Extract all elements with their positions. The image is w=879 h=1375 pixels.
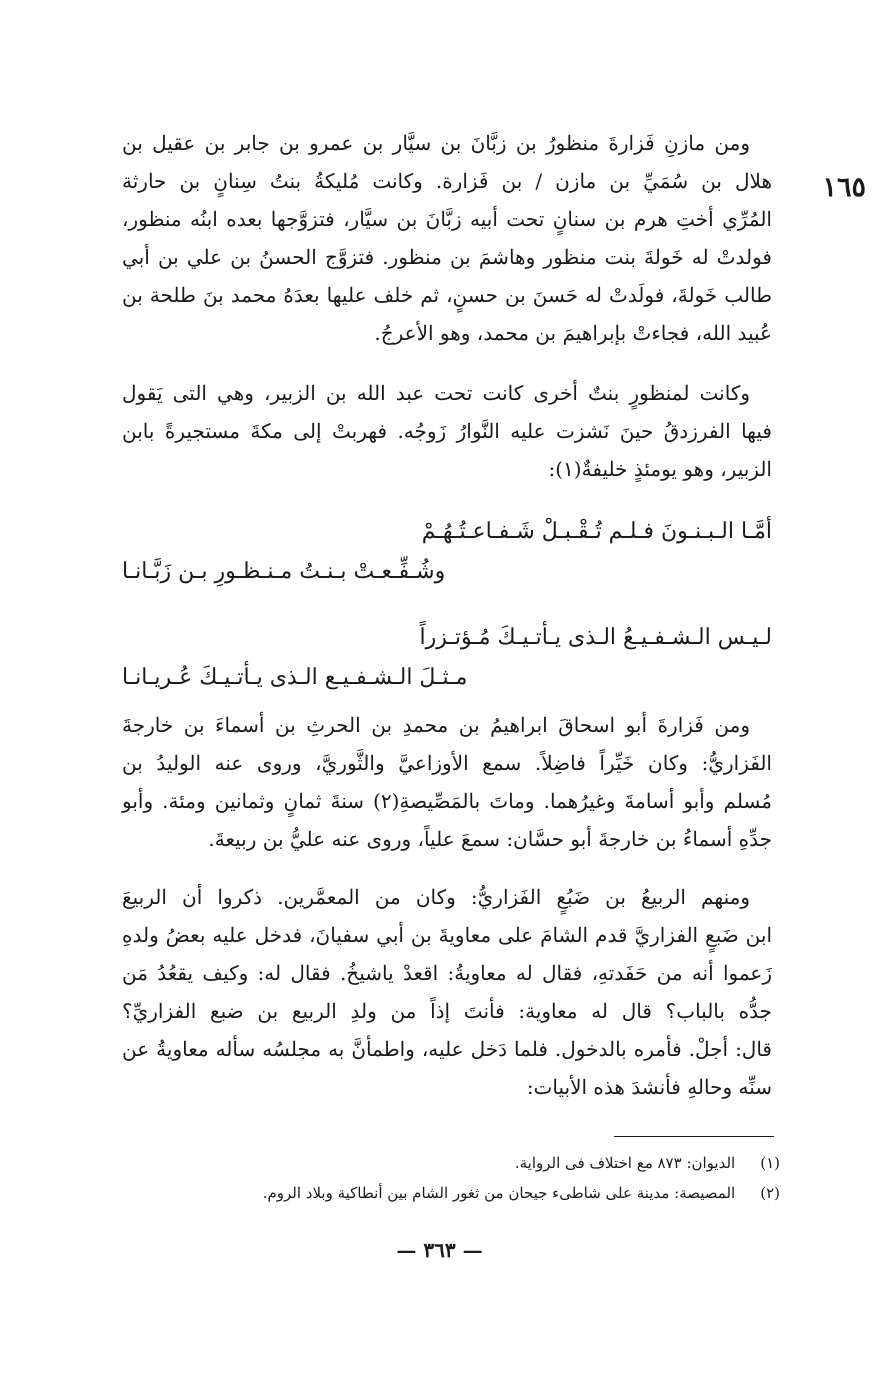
text-line: فيها الفرزدقُ حينَ نَشزت عليه النَّوارُ زَوجُه. فهربتْ إلى مكةَ مستجيرةً بابن [122, 419, 772, 443]
text-line: زَعموا أنه من حَفَدتهِ، فقال له معاويةُ: اقعدْ ياشيخُ. فقال له: وكيف يقعُدُ مَن [122, 961, 772, 985]
text-line: فولدتْ له خَولةَ بنت منظور وهاشمَ بن منظور. فتزوَّج الحسنُ بن علي بن أبي [122, 245, 772, 269]
footnote [180, 1178, 780, 1208]
text-line: ومن مازنِ فَزارةَ منظورُ بن زبَّانَ بن سيَّار بن عمرو بن جابر بن عقيل بن [122, 131, 750, 155]
text-line: وكانت لمنظورٍ بنتٌ أخرى كانت تحت عبد الله بن الزبير، وهي التى يَقول [122, 381, 750, 405]
footnote-number: (١) [760, 1154, 780, 1172]
poem-hemistich: وشُـفِّـعـتْ بـنـتُ مـنـظـورِ بـن زَبَّـانـا [122, 559, 446, 584]
poem-hemistich: أمَّـا الـبـنـونَ فـلـم تُـقْـبـلْ شَـفـاعـتُـهُـمْ [421, 519, 772, 544]
poem-hemistich: لـيـس الـشـفـيـعُ الـذى يـأتـيـكَ مُـؤتـزراً [419, 625, 772, 650]
margin-page-number: ١٦٥ [822, 172, 866, 203]
text-line: المُرِّي أختِ هرم بن سنانٍ تحت أبيه زبَّانَ بن سيَّار، فتزوَّجها بعده ابنُه منظور، [122, 207, 772, 231]
text-line: الزبير، وهو يومئذٍ خليفةٌ(١): [548, 457, 772, 481]
paragraph-4 [122, 878, 772, 1106]
text-line: جدِّهِ أسماءُ بن خارجةَ أبو حسَّان: سمعَ علياً، وروى عنه عليُّ بن ربيعةَ. [208, 827, 772, 851]
paragraph-1 [122, 124, 772, 352]
poem-verse [122, 618, 772, 698]
paragraph-3 [122, 706, 772, 858]
footnote-separator [614, 1136, 774, 1137]
text-line: قال: أجلْ. فأمره بالدخول. فلما دَخل عليه، واطمأنَّ به مجلسُه سأله معاويةُ عن [122, 1037, 772, 1061]
text-line: عُبيد الله، فجاءتْ بإبراهيمَ بن محمد، وهو الأعرجُ. [374, 321, 772, 345]
paragraph-2 [122, 374, 772, 488]
text-line: ابن ضَبعٍ الفزاريَّ قدم الشامَ على معاويةَ بن أبي سفيانَ، فدخل عليه بعضُ ولدهِ [122, 923, 773, 947]
footnotes [180, 1148, 780, 1208]
poem-hemistich: مـثـلَ الـشـفـيـع الـذى يـأتـيـكَ عُـريـانـا [122, 665, 468, 690]
text-line: سنِّه وحالهِ فأنشدَ هذه الأبيات: [526, 1075, 772, 1099]
footnote [180, 1148, 780, 1178]
text-line: ومنهم الربيعُ بن ضَبُعٍ الفَزاريُّ: وكان من المعمَّرين. ذكروا أن الربيعَ [122, 885, 750, 909]
text-line: طالب خَولةَ، فولَدتْ له حَسنَ بن حسنٍ، ثم خلف عليها بعدَهُ محمد بنَ طلحة بن [122, 283, 772, 307]
footnote-text: الديوان: ٨٧٣ مع اختلاف فى الرواية. [514, 1154, 736, 1172]
footnote-number: (٢) [760, 1184, 780, 1202]
poem-verse [122, 512, 772, 592]
text-line: مُسلم وأبو أسامةَ وغيرُهما. وماتَ بالمَصِّيصةِ(٢) سنةَ ثمانٍ وثمانين ومئة. وأبو [122, 789, 772, 813]
text-line: جدُّه بالباب؟ قال له معاوية: فأنتَ إذاً من ولدِ الربيع بن ضبع الفزاريِّ؟ [122, 999, 772, 1023]
text-line: الفَزاريُّ: وكان خَيِّراً فاضِلاً. سمع الأوزاعيَّ والثَّوريَّ، وروى عنه الوليدُ بن [122, 751, 772, 775]
poem [122, 512, 772, 698]
text-line: ومن فَزارةَ أبو اسحاقَ ابراهيمُ بن محمدِ بن الحرثِ بن أسماءَ بن خارجةَ [122, 713, 750, 737]
page-number: — ٣٦٣ — [396, 1238, 483, 1262]
text-line: هلال بن سُمَيِّ بن مازن / بن فَزارة. وكانت مُليكةُ بنتُ سِنانٍ بن حارثة [122, 169, 772, 193]
footnote-text: المصيصة: مدينة على شاطىء جيحان من ثغور الشام بين أنطاكية وبلاد الروم. [262, 1184, 736, 1202]
